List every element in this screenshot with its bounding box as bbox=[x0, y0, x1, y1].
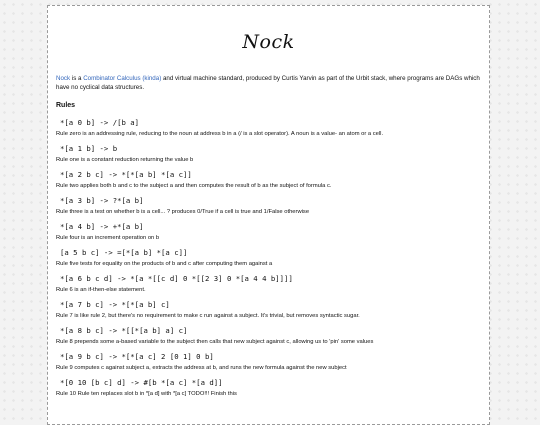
rule-code: *[a 4 b] -> +*[a b] bbox=[60, 222, 144, 231]
rule-4 bbox=[56, 222, 481, 242]
rules-heading: Rules bbox=[56, 102, 76, 109]
rule-description: Rule 9 computes c against subject a, extracts the address at b, and runs the new formula against the new subject bbox=[56, 365, 347, 371]
rule-code: *[a 3 b] -> ?*[a b] bbox=[60, 196, 144, 205]
rule-3 bbox=[56, 196, 481, 216]
rule-description: Rule 7 is like rule 2, but there's no requirement to make c run against a subject. It's trivial, but removes syntactic sugar. bbox=[56, 313, 360, 319]
rule-code: *[a 2 b c] -> *[*[a b] *[a c]] bbox=[60, 170, 192, 179]
combinator-calculus-link[interactable]: Combinator Calculus (kinda) bbox=[83, 75, 162, 82]
article-page bbox=[47, 5, 490, 425]
rule-8 bbox=[56, 326, 481, 346]
nock-link[interactable]: Nock bbox=[56, 75, 71, 82]
rule-code: *[a 8 b c] -> *[[*[a b] a] c] bbox=[60, 326, 188, 335]
intro-text-1: is a bbox=[70, 75, 84, 82]
rule-code: *[a 9 b c] -> *[*[a c] 2 [0 1] 0 b] bbox=[60, 352, 214, 361]
rule-0 bbox=[56, 118, 481, 138]
intro-text-2: and virtual machine standard, produced by Curtis Yarvin as part of the Urbit stack, where programs are DAGs which have no cyclical data structures. bbox=[56, 75, 480, 91]
rule-9 bbox=[56, 352, 481, 372]
rule-10 bbox=[56, 378, 481, 398]
rule-code: *[a 1 b] -> b bbox=[60, 144, 118, 153]
rule-description: Rule 10 Rule ten replaces slot b in *[a d] with *[a c] TODO!!! Finish this bbox=[56, 391, 237, 397]
page-title: Nock bbox=[242, 31, 295, 53]
rule-6 bbox=[56, 274, 481, 294]
rule-code: *[0 10 [b c] d] -> #[b *[a c] *[a d]] bbox=[60, 378, 223, 387]
rule-description: Rule one is a constant reduction returning the value b bbox=[56, 157, 194, 163]
rule-2 bbox=[56, 170, 481, 190]
rule-7 bbox=[56, 300, 481, 320]
rule-description: Rule three is a test on whether b is a cell... ? produces 0/True if a cell is true and 1/False otherwise bbox=[56, 209, 310, 215]
rule-5 bbox=[56, 248, 481, 268]
rule-code: *[a 7 b c] -> *[*[a b] c] bbox=[60, 300, 170, 309]
rule-1 bbox=[56, 144, 481, 164]
rule-code: *[a 6 b c d] -> *[a *[[c d] 0 *[[2 3] 0 *[a 4 4 b]]]] bbox=[60, 274, 293, 283]
rule-description: Rule 8 prepends some a-based variable to the subject then calls that new subject against c, allowing us to 'pin' some values bbox=[56, 339, 374, 345]
intro-paragraph bbox=[56, 75, 481, 92]
rule-code: *[a 0 b] -> /[b a] bbox=[60, 118, 140, 127]
rule-description: Rule two applies both b and c to the subject a and then computes the result of b as the subject of formula c. bbox=[56, 183, 332, 189]
rule-description: Rule five tests for equality on the products of b and c after computing them against a bbox=[56, 261, 273, 267]
rules-list bbox=[56, 118, 481, 398]
rule-description: Rule four is an increment operation on b bbox=[56, 235, 160, 241]
rule-description: Rule 6 is an if-then-else statement. bbox=[56, 287, 146, 293]
rule-code: [a 5 b c] -> =[*[a b] *[a c]] bbox=[60, 248, 188, 257]
rule-description: Rule zero is an addressing rule, reducing to the noun at address b in a (/ is a slot operator). A noun is a value- an atom or a cell. bbox=[56, 131, 384, 137]
